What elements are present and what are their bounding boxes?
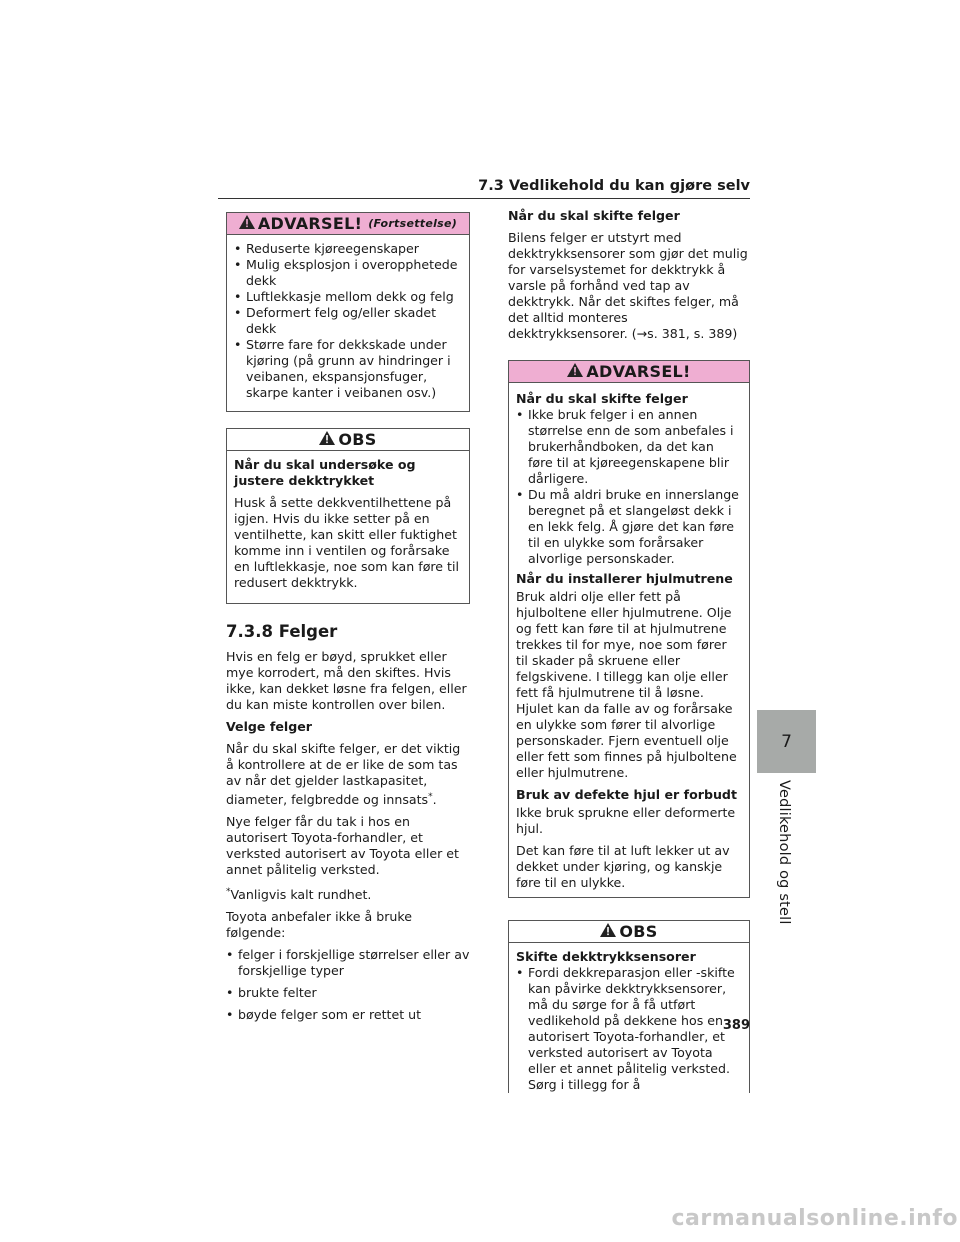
- list-item: • brukte felter: [226, 985, 470, 1001]
- warning-box: [508, 360, 750, 898]
- obs-heading: Skifte dekktrykksensorer: [516, 949, 696, 964]
- right-column: [508, 208, 750, 1107]
- obs-heading: Når du skal undersøke og justere dekktrykket: [234, 457, 416, 488]
- warning-subtitle: (Fortsettelse): [368, 217, 458, 230]
- caution-triangle-icon: [600, 922, 616, 941]
- page-number: 389: [722, 1018, 750, 1033]
- obs-text: Husk å sette dekkventilhettene på igjen. Hvis du ikke setter på en ventilhette, kan skitt eller fuktighet komme inn i ventilen og forårsake en luftlekkasje, noe som kan føre til redusert dekktrykk.: [234, 495, 459, 590]
- warning-text: Ikke bruk sprukne eller deformerte hjul.: [516, 805, 736, 836]
- list-item: • Fordi dekkreparasjon eller -skifte kan påvirke dekktrykksensorer, må du sørge for å få utført vedlikehold på dekkene hos en autorisert Toyota-forhandler, et verksted autorisert av Toyota eller et annet pålitelig verksted. Sørg i tillegg for å: [516, 965, 742, 1093]
- paragraph: Toyota anbefaler ikke å bruke følgende:: [226, 909, 412, 941]
- obs-box-header: [509, 921, 749, 943]
- obs-box-header: [227, 429, 469, 451]
- warning-text: Det kan føre til at luft lekker ut av dekket under kjøring, og kanskje føre til en ulykke.: [516, 843, 730, 890]
- obs-list: [516, 965, 742, 1093]
- warning-box-body: [227, 235, 469, 411]
- paragraph: Bilens felger er utstyrt med dekktrykksensorer som gjør det mulig for varselsystemet for dekktrykk å varsle på forhånd ved tap av dekktrykk. Når det skiftes felger, må det alltid monteres dekktrykksensorer. (→s. 381, s. 389): [508, 230, 748, 341]
- chapter-label: Vedlikehold og stell: [776, 780, 792, 925]
- warning-triangle-icon: [239, 214, 255, 233]
- section-title: 7.3.8 Felger: [226, 622, 338, 641]
- warning-box-continued: [226, 212, 470, 412]
- list-item: • Mulig eksplosjon i overopphetede dekk: [234, 257, 462, 289]
- paragraph: Når du skal skifte felger, er det viktig å kontrollere at de er like de som tas av når det gjelder lastkapasitet, diameter, felgbredde og innsats*.: [226, 741, 461, 808]
- warning-heading: Når du installerer hjulmutrene: [516, 571, 733, 586]
- sub-heading: Når du skal skifte felger: [508, 208, 680, 223]
- warning-box-header: [227, 213, 469, 235]
- list-item: • felger i forskjellige størrelser eller av forskjellige typer: [226, 947, 470, 979]
- warning-heading: Bruk av defekte hjul er forbudt: [516, 787, 737, 802]
- obs-box: [508, 920, 750, 1093]
- warning-title: ADVARSEL!: [586, 362, 691, 381]
- list-item: • bøyde felger som er rettet ut: [226, 1007, 470, 1023]
- warning-title: ADVARSEL!: [257, 214, 363, 233]
- chapter-tab[interactable]: [757, 710, 816, 773]
- chapter-number: 7: [781, 731, 792, 752]
- warning-triangle-icon: [567, 362, 583, 381]
- sub-heading: Velge felger: [226, 719, 312, 734]
- warning-list: [516, 407, 742, 567]
- warning-box-header: [509, 361, 749, 383]
- footnote: *Vanligvis kalt rundhet.: [226, 887, 372, 903]
- obs-title: OBS: [619, 922, 658, 941]
- obs-box-body: [509, 943, 749, 1093]
- warning-heading: Når du skal skifte felger: [516, 391, 688, 406]
- warning-box-body: [509, 383, 749, 897]
- not-recommended-list: [226, 947, 470, 1023]
- watermark: carmanualsonline.info: [671, 1206, 958, 1231]
- list-item: • Reduserte kjøreegenskaper: [234, 241, 462, 257]
- obs-box-body: [227, 451, 469, 603]
- section-header: 7.3 Vedlikehold du kan gjøre selv: [218, 176, 750, 199]
- warning-list: [234, 241, 462, 401]
- list-item: • Luftlekkasje mellom dekk og felg: [234, 289, 462, 305]
- section-intro: Hvis en felg er bøyd, sprukket eller mye korrodert, må den skiftes. Hvis ikke, kan dekket løsne fra felgen, eller du kan miste kontrollen over bilen.: [226, 649, 467, 712]
- list-item: • Du må aldri bruke en innerslange beregnet på et slangeløst dekk i en lekk felg. Å gjøre det kan føre til en ulykke som forårsaker alvorlige personskader.: [516, 487, 742, 567]
- list-item: • Deformert felg og/eller skadet dekk: [234, 305, 462, 337]
- left-column: [226, 212, 470, 1029]
- obs-title: OBS: [338, 430, 377, 449]
- list-item: • Ikke bruk felger i en annen størrelse enn de som anbefales i brukerhåndboken, da det kan føre til at kjøreegenskapene blir dårligere.: [516, 407, 742, 487]
- obs-box: [226, 428, 470, 604]
- paragraph: Nye felger får du tak i hos en autorisert Toyota-forhandler, et verksted autorisert av Toyota eller et annet pålitelig verksted.: [226, 814, 459, 878]
- caution-triangle-icon: [319, 430, 335, 449]
- warning-text: Bruk aldri olje eller fett på hjulboltene eller hjulmutrene. Olje og fett kan føre til at hjulmutrene trekkes til for mye, noe som fører til skader på skruene eller felgskivene. I tillegg kan olje eller fett få hjulmutrene til å løsne. Hjulet kan da falle av og forårsake en ulykke som fører til alvorlige personskader. Fjern eventuell olje eller fett som finnes på hjulboltene eller hjulmutrene.: [516, 589, 737, 780]
- list-item: • Større fare for dekkskade under kjøring (på grunn av hindringer i veibanen, ekspansjonsfuger, skarpe kanter i veibanen osv.): [234, 337, 462, 401]
